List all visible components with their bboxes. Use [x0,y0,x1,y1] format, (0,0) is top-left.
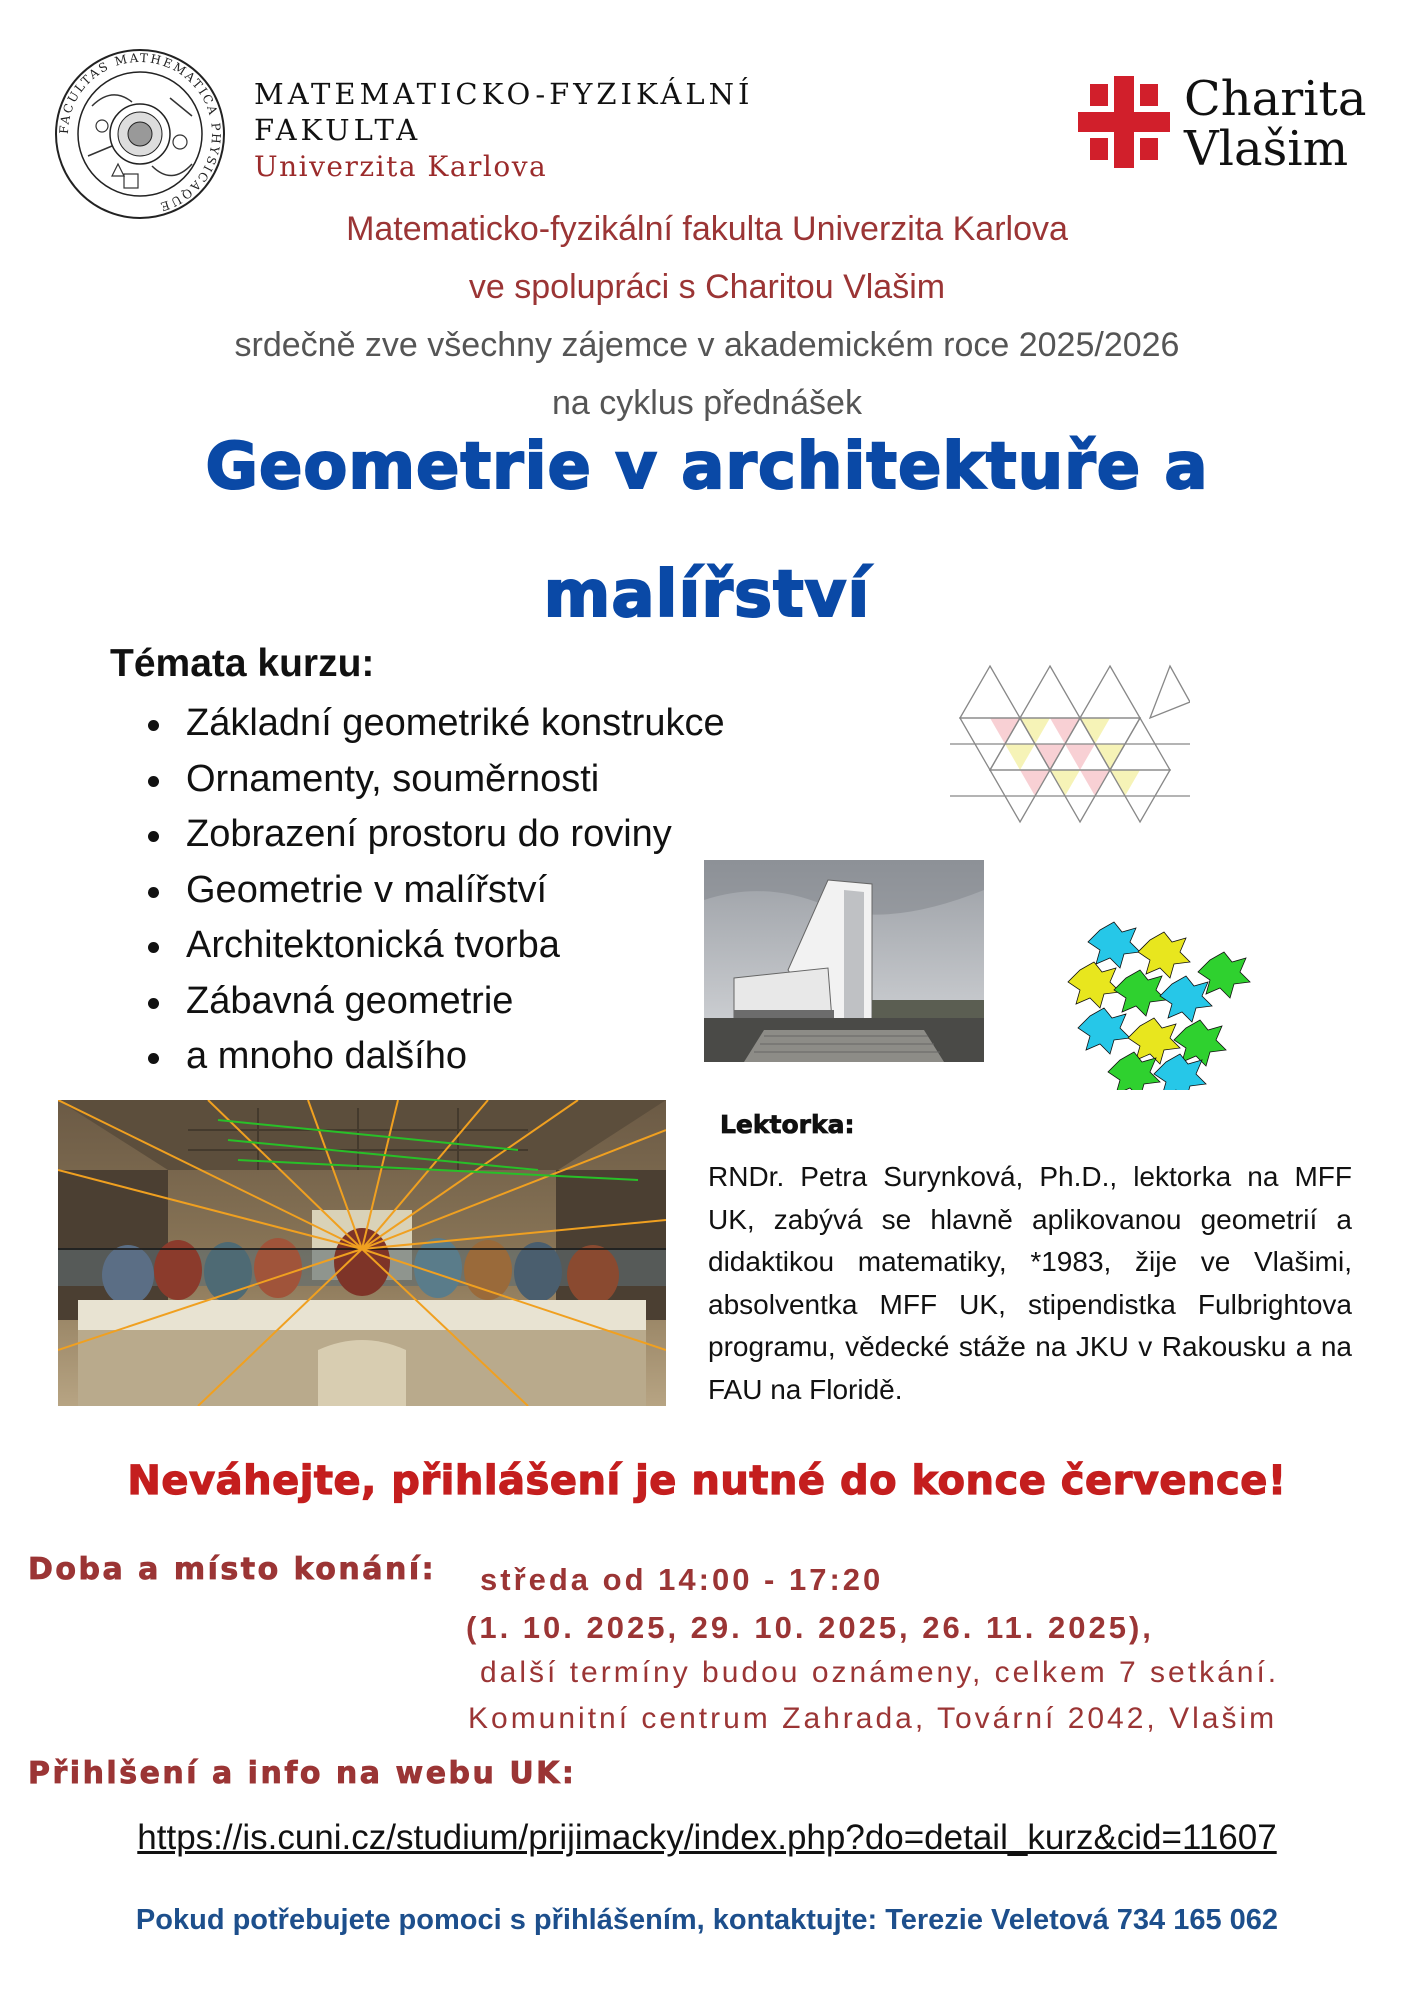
topic-item: Základní geometriké konstrukce [140,696,725,752]
svg-text:FACULTAS MATHEMATICA PHYSICAQU: FACULTAS MATHEMATICA PHYSICAQUE [56,50,224,215]
schedule-heading: Doba a místo konání: [28,1552,437,1587]
intro-line2: ve spolupráci s Charitou Vlašim [468,268,946,306]
mff-name-line2: FAKULTA [254,113,422,147]
page-title-line1: Geometrie v architektuře a [205,430,1209,504]
topic-item: Architektonická tvorba [140,918,725,974]
mff-name [254,76,754,148]
topic-item: Zobrazení prostoru do roviny [140,807,725,863]
charita-line2: Vlašim [1184,121,1349,177]
schedule-time: středa od 14:00 - 17:20 [480,1562,884,1597]
mff-name-line1: MATEMATICKO-FYZIKÁLNÍ [254,77,754,111]
topics-heading: Témata kurzu: [110,642,375,685]
intro-line3: srdečně zve všechny zájemce v akademickém roce 2025/2026 [234,326,1180,364]
contact-info: Pokud potřebujete pomoci s přihlášením, kontaktujte: Terezie Veletová 734 165 062 [135,1904,1279,1936]
charita-line1: Charita [1184,71,1367,127]
topic-item: a mnoho dalšího [140,1029,725,1085]
schedule-dates: (1. 10. 2025, 29. 10. 2025, 26. 11. 2025), [466,1610,1154,1645]
charita-name [1184,71,1367,177]
topic-item: Geometrie v malířství [140,863,725,919]
star-pattern-image [950,658,1190,838]
intro-line4: na cyklus přednášek [552,384,862,422]
intro-line1: Matematicko-fyzikální fakulta Univerzita Karlova [346,210,1068,248]
topic-item: Zábavná geometrie [140,974,725,1030]
registration-heading: Přihlšení a info na webu UK: [28,1756,577,1791]
architecture-photo [704,860,984,1062]
tessellation-image [1060,910,1260,1090]
registration-link[interactable]: https://is.cuni.cz/studium/prijimacky/index.php?do=detail_kurz&cid=11607 [137,1818,1277,1857]
schedule-place: Komunitní centrum Zahrada, Tovární 2042, Vlašim [468,1702,1278,1735]
page-title-line2: malířství [543,558,871,632]
last-supper-painting [58,1100,666,1406]
mff-university: Univerzita Karlova [254,150,548,183]
mff-seal-logo [52,46,228,222]
charita-cross-logo [1076,74,1172,170]
topic-item: Ornamenty, souměrnosti [140,752,725,808]
deadline-alert: Neváhejte, přihlášení je nutné do konce července! [127,1458,1287,1504]
topics-list [140,696,725,1085]
lecturer-heading: Lektorka: [720,1110,855,1139]
schedule-more: další termíny budou oznámeny, celkem 7 setkání. [480,1656,1280,1689]
lecturer-bio: RNDr. Petra Surynková, Ph.D., lektorka na MFF UK, zabývá se hlavně aplikovanou geometrií a didaktikou matematiky, *1983, žije ve Vlašimi, absolventka MFF UK, stipendistka Fulbrightova programu, vědecké stáže na JKU v Rakousku a na FAU na Floridě. [708,1161,1352,1405]
